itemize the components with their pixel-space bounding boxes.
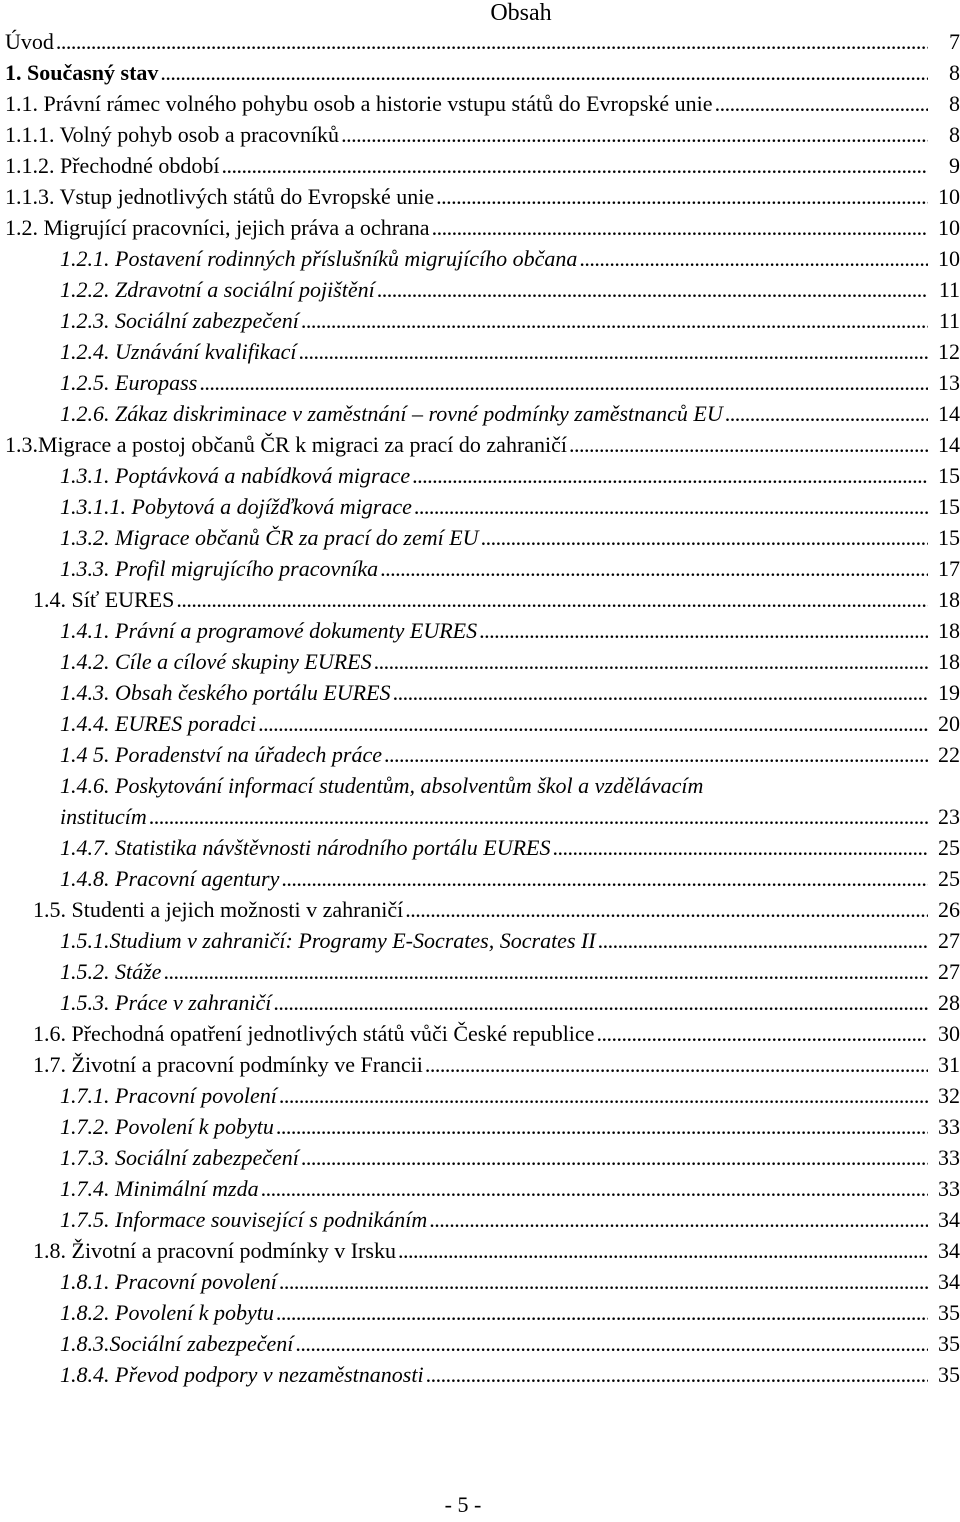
page-title: Obsah <box>490 0 552 26</box>
toc-entry-page: 8 <box>949 122 960 147</box>
toc-entry-page: 10 <box>938 215 960 240</box>
toc-dot-leader <box>295 1331 928 1357</box>
toc-entry-label: 1.4.1. Právní a programové dokumenty EURES <box>60 618 478 643</box>
toc-entry[interactable] <box>0 555 960 586</box>
toc-dot-leader <box>479 618 928 644</box>
toc-entry-label: 1.7.2. Povolení k pobytu <box>60 1114 274 1139</box>
toc-entry-label: 1.1. Právní rámec volného pohybu osob a historie vstupu států do Evropské unie <box>5 91 713 116</box>
toc-dot-leader <box>279 1269 928 1295</box>
toc-dot-leader <box>261 1176 928 1202</box>
toc-entry-page: 19 <box>938 680 960 705</box>
toc-entry-label: 1.7.3. Sociální zabezpečení <box>60 1145 299 1170</box>
toc-entry-label: 1.4 5. Poradenství na úřadech práce <box>60 742 382 767</box>
toc-entry-page: 25 <box>938 866 960 891</box>
toc-entry[interactable] <box>0 1330 960 1361</box>
toc-entry-page: 28 <box>938 990 960 1015</box>
toc-entry-page: 22 <box>938 742 960 767</box>
toc-entry[interactable] <box>0 648 960 679</box>
toc-entry[interactable] <box>0 183 960 214</box>
toc-entry-page: 18 <box>938 587 960 612</box>
toc-dot-leader <box>596 1021 928 1047</box>
toc-entry-page: 34 <box>938 1207 960 1232</box>
toc-dot-leader <box>341 122 928 148</box>
toc-entry-page: 31 <box>938 1052 960 1077</box>
toc-entry-label: 1.2.1. Postavení rodinných příslušníků migrujícího občana <box>60 246 578 271</box>
toc-entry[interactable] <box>0 276 960 307</box>
toc-entry-label: 1.5.3. Práce v zahraničí <box>60 990 272 1015</box>
toc-dot-leader <box>281 866 928 892</box>
toc-entry[interactable] <box>0 152 960 183</box>
toc-dot-leader <box>221 153 928 179</box>
toc-entry[interactable] <box>0 710 960 741</box>
toc-entry-label: 1.4.3. Obsah českého portálu EURES <box>60 680 391 705</box>
toc-dot-leader <box>481 525 928 551</box>
toc-dot-leader <box>56 29 928 55</box>
toc-dot-leader <box>279 1083 928 1109</box>
toc-entry-label: 1.3.Migrace a postoj občanů ČR k migraci za prací do zahraničí <box>5 432 568 457</box>
toc-entry[interactable] <box>0 1299 960 1330</box>
toc-entry-page: 17 <box>938 556 960 581</box>
toc-entry[interactable] <box>0 586 960 617</box>
toc-dot-leader <box>149 804 928 830</box>
toc-entry-page: 8 <box>949 60 960 85</box>
toc-entry-label: 1.8.3.Sociální zabezpečení <box>60 1331 294 1356</box>
toc-dot-leader <box>553 835 929 861</box>
toc-entry-label: 1.7. Životní a pracovní podmínky ve Francii <box>33 1052 423 1077</box>
toc-entry-page: 14 <box>938 401 960 426</box>
toc-dot-leader <box>725 401 928 427</box>
toc-entry-label: 1.3.1.1. Pobytová a dojížďková migrace <box>60 494 412 519</box>
toc-entry-label: 1.2.3. Sociální zabezpečení <box>60 308 299 333</box>
toc-dot-leader <box>715 91 928 117</box>
toc-entry[interactable] <box>0 1113 960 1144</box>
toc-entry-label: 1.4.8. Pracovní agentury <box>60 866 280 891</box>
toc-entry-label: 1.4. Síť EURES <box>33 587 175 612</box>
toc-entry-page: 10 <box>938 246 960 271</box>
toc-entry-page: 32 <box>938 1083 960 1108</box>
toc-entry-label: 1.1.3. Vstup jednotlivých států do Evropské unie <box>5 184 435 209</box>
toc-entry[interactable] <box>0 679 960 710</box>
toc-entry[interactable] <box>0 59 960 90</box>
toc-entry[interactable] <box>0 90 960 121</box>
toc-entry-label: 1.8. Životní a pracovní podmínky v Irsku <box>33 1238 396 1263</box>
toc-entry[interactable] <box>0 1082 960 1113</box>
toc-entry-page: 34 <box>938 1238 960 1263</box>
toc-entry[interactable] <box>0 834 960 865</box>
toc-entry-page: 33 <box>938 1145 960 1170</box>
toc-entry[interactable] <box>0 1175 960 1206</box>
toc-entry[interactable] <box>0 741 960 772</box>
toc-dot-leader <box>276 1300 928 1326</box>
toc-entry-page: 23 <box>938 804 960 829</box>
toc-entry[interactable] <box>0 307 960 338</box>
toc-entry-page: 15 <box>938 525 960 550</box>
toc-entry-page: 35 <box>938 1331 960 1356</box>
toc-entry[interactable] <box>0 617 960 648</box>
toc-entry-label: 1.4.7. Statistika návštěvnosti národního portálu EURES <box>60 835 551 860</box>
toc-entry[interactable] <box>0 28 960 59</box>
toc-dot-leader <box>425 1052 928 1078</box>
toc-entry[interactable] <box>0 1206 960 1237</box>
toc-entry-page: 30 <box>938 1021 960 1046</box>
toc-entry-page: 9 <box>949 153 960 178</box>
toc-entry-label: 1.1.2. Přechodné období <box>5 153 220 178</box>
toc-entry-page: 35 <box>938 1362 960 1387</box>
page-number: - 5 - <box>444 1492 482 1517</box>
toc-entry[interactable] <box>0 1051 960 1082</box>
toc-entry[interactable] <box>0 245 960 276</box>
toc-entry-label: 1. Současný stav <box>5 60 159 85</box>
toc-entry-page: 20 <box>938 711 960 736</box>
toc-entry[interactable] <box>0 1237 960 1268</box>
toc-entry-label: Úvod <box>5 29 54 54</box>
toc-entry[interactable] <box>0 865 960 896</box>
toc-entry[interactable] <box>0 896 960 927</box>
toc-dot-leader <box>199 370 928 396</box>
toc-entry-label: 1.2.2. Zdravotní a sociální pojištění <box>60 277 375 302</box>
toc-entry[interactable] <box>0 121 960 152</box>
toc-entry-page: 11 <box>938 277 960 302</box>
toc-dot-leader <box>426 1362 928 1388</box>
toc-dot-leader <box>429 1207 928 1233</box>
toc-entry[interactable] <box>0 214 960 245</box>
toc-dot-leader <box>258 711 928 737</box>
toc-dot-leader <box>160 60 928 86</box>
toc-entry-page: 18 <box>938 618 960 643</box>
toc-entry[interactable] <box>0 369 960 400</box>
toc-entry-page: 33 <box>938 1176 960 1201</box>
toc-entry[interactable] <box>0 927 960 958</box>
toc-entry[interactable] <box>0 772 960 834</box>
toc-entry-page: 13 <box>938 370 960 395</box>
toc-entry-label: 1.3.1. Poptávková a nabídková migrace <box>60 463 411 488</box>
toc-entry-label: 1.4.2. Cíle a cílové skupiny EURES <box>60 649 372 674</box>
toc-dot-leader <box>163 959 928 985</box>
toc-entry-page: 14 <box>938 432 960 457</box>
toc-entry-label: 1.6. Přechodná opatření jednotlivých států vůči České republice <box>33 1021 595 1046</box>
toc-dot-leader <box>414 494 928 520</box>
toc-entry-page: 15 <box>938 494 960 519</box>
toc-entry-label: 1.5.2. Stáže <box>60 959 162 984</box>
toc-dot-leader <box>276 1114 928 1140</box>
toc-dot-leader <box>579 246 928 272</box>
toc-dot-leader <box>298 339 928 365</box>
toc-dot-leader <box>398 1238 928 1264</box>
toc-entry-label: 1.7.5. Informace související s podnikáním <box>60 1207 428 1232</box>
toc-entry-page: 35 <box>938 1300 960 1325</box>
toc-entry-page: 12 <box>938 339 960 364</box>
toc-entry[interactable] <box>0 462 960 493</box>
toc-entry-label: 1.3.3. Profil migrujícího pracovníka <box>60 556 379 581</box>
toc-entry-page: 26 <box>938 897 960 922</box>
toc-entry-label: 1.5.1.Studium v zahraničí: Programy E-Socrates, Socrates II <box>60 928 596 953</box>
toc-dot-leader <box>384 742 928 768</box>
toc-entry-label: 1.4.4. EURES poradci <box>60 711 257 736</box>
toc-entry-page: 33 <box>938 1114 960 1139</box>
toc-dot-leader <box>377 277 928 303</box>
toc-entry[interactable] <box>0 1268 960 1299</box>
toc-entry-label: 1.2.5. Europass <box>60 370 198 395</box>
toc-entry-label: 1.8.4. Převod podpory v nezaměstnanosti <box>60 1362 424 1387</box>
toc-entry-label: 1.3.2. Migrace občanů ČR za prací do zemí EU <box>60 525 479 550</box>
toc-entry-label: 1.1.1. Volný pohyb osob a pracovníků <box>5 122 340 147</box>
toc-entry-label: 1.8.2. Povolení k pobytu <box>60 1300 274 1325</box>
toc-dot-leader <box>432 215 928 241</box>
table-of-contents <box>0 28 960 1392</box>
toc-entry-page: 10 <box>938 184 960 209</box>
toc-entry[interactable] <box>0 989 960 1020</box>
toc-entry[interactable] <box>0 338 960 369</box>
toc-dot-leader <box>374 649 928 675</box>
toc-entry-label: 1.7.4. Minimální mzda <box>60 1176 259 1201</box>
toc-entry-label: 1.7.1. Pracovní povolení <box>60 1083 277 1108</box>
toc-dot-leader <box>301 1145 928 1171</box>
toc-dot-leader <box>176 587 928 613</box>
toc-entry-page: 15 <box>938 463 960 488</box>
toc-dot-leader <box>380 556 928 582</box>
toc-entry[interactable] <box>0 493 960 524</box>
toc-entry-page: 27 <box>938 959 960 984</box>
toc-entry-label: institucím <box>60 804 147 829</box>
toc-entry-page: 8 <box>949 91 960 116</box>
toc-entry-page: 27 <box>938 928 960 953</box>
toc-dot-leader <box>405 897 928 923</box>
toc-entry-label: 1.2.4. Uznávání kvalifikací <box>60 339 297 364</box>
toc-dot-leader <box>412 463 928 489</box>
toc-dot-leader <box>598 928 928 954</box>
toc-entry-page: 18 <box>938 649 960 674</box>
toc-entry[interactable] <box>0 400 960 431</box>
toc-entry-label: 1.8.1. Pracovní povolení <box>60 1269 277 1294</box>
toc-entry-label: 1.2. Migrující pracovníci, jejich práva a ochrana <box>5 215 430 240</box>
toc-entry-label: 1.5. Studenti a jejich možnosti v zahraničí <box>33 897 404 922</box>
toc-dot-leader <box>393 680 928 706</box>
toc-entry-label-line1: 1.4.6. Poskytování informací studentům, absolventům škol a vzdělávacím <box>60 773 704 798</box>
toc-entry-label: 1.2.6. Zákaz diskriminace v zaměstnání – rovné podmínky zaměstnanců EU <box>60 401 723 426</box>
toc-entry[interactable] <box>0 1020 960 1051</box>
toc-entry[interactable] <box>0 958 960 989</box>
toc-entry[interactable] <box>0 524 960 555</box>
toc-entry[interactable] <box>0 1361 960 1392</box>
toc-dot-leader <box>273 990 928 1016</box>
toc-entry-page: 25 <box>938 835 960 860</box>
toc-dot-leader <box>569 432 928 458</box>
toc-entry[interactable] <box>0 1144 960 1175</box>
toc-entry[interactable] <box>0 431 960 462</box>
toc-entry-page: 11 <box>938 308 960 333</box>
toc-dot-leader <box>301 308 928 334</box>
toc-entry-page: 7 <box>949 29 960 54</box>
toc-entry-page: 34 <box>938 1269 960 1294</box>
toc-dot-leader <box>436 184 928 210</box>
